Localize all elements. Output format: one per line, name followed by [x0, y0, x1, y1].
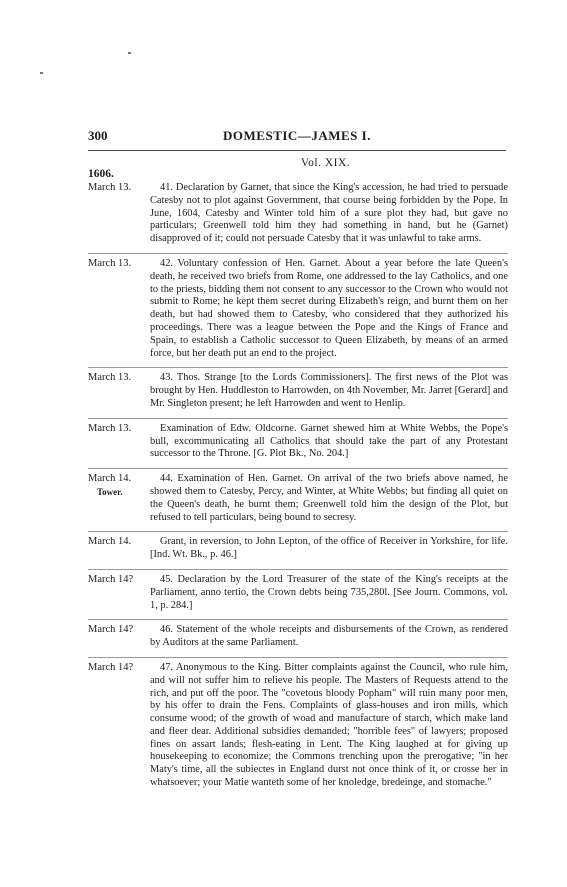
entry-place: Tower.	[97, 486, 123, 497]
calendar-entry	[88, 619, 508, 650]
calendar-entry	[88, 253, 508, 360]
entry-date: March 13.	[88, 422, 132, 434]
entry-date: March 13.	[88, 257, 132, 269]
page-number: 300	[88, 128, 108, 143]
calendar-entry	[88, 531, 508, 562]
entry-date: March 14?	[88, 624, 134, 636]
scan-speck	[128, 52, 131, 54]
entry-text: 45. Declaration by the Lord Treasurer of the state of the King's receipts at the Parliament, anno tertio, the Crown debts being 735,280l. [See Journ. Commons, vol. 1, p. 284.]	[150, 573, 508, 611]
calendar-entry	[88, 367, 508, 410]
entry-date: March 14.	[88, 536, 132, 548]
calendar-entries	[88, 182, 508, 797]
scan-speck	[40, 72, 43, 74]
calendar-entry	[88, 657, 508, 790]
entry-text: 42. Voluntary confession of Hen. Garnet. About a year before the late Queen's death, he received two briefs from Rome, one addressed to the lay Catholics, and one to the priests, bidding them not consent to any successor to the Crown who would not submit to Rome; he kept them secret during Elizabeth's reign, and burnt them on her death, but had showed them to Catesby, who considered that they authorized his proceedings. There was a league between the Pope and the Kings of France and Spain, to establish a Catholic successor to Queen Elizabeth, by means of an armed force, but her death put an end to the project.	[150, 257, 508, 359]
entry-text: Grant, in reversion, to John Lepton, of the office of Receiver in Yorkshire, for life. [Ind. Wt. Bk., p. 46.]	[150, 536, 508, 561]
volume-label: Vol. XIX.	[300, 157, 351, 169]
running-title: DOMESTIC—JAMES I.	[223, 128, 371, 143]
entry-text: 47. Anonymous to the King. Bitter complaints against the Council, who rule him, and will not suffer him to relieve his people. The Masters of Requests attend to the rich, and put off the poor. The "covetous bloody Popham" will ruin many poor men, by his offer to drain the Fens. Complaints of glass-houses and iron mills, which consume wood; of the growth of woad and manufacture of starch, which make land and fleer dear. Additional subsidies demanded; "horrible fees" of lawyers; proposed fines on assart lands; flesh-eating in Lent. The King laughed at for giving up housekeeping to economize; the Commons trenching upon the prerogative; "in her Maty's time, all the subiectes in England durst not once think of it, or crosse her in whatsoever; your Matie wanteth some of her knoledge, bredeinge, and stomache."	[150, 661, 508, 789]
entry-text: 46. Statement of the whole receipts and disbursements of the Crown, as rendered by Auditors at the same Parliament.	[150, 624, 508, 649]
entry-text: 41. Declaration by Garnet, that since the King's accession, he had tried to persuade Catesby not to plot against Government, that course being forbidden by the Pope. In June, 1604, Catesby and Winter told him of a sure plot they had, but gave no particulars; Greenwell told him they had something in hand, but he (Garnet) disapproved of it; could not persuade Catesby that it was unlawful to take arms.	[150, 182, 508, 245]
entry-date: March 14?	[88, 661, 134, 673]
entry-date: March 13.	[88, 182, 132, 193]
entry-date: March 13.	[88, 372, 132, 384]
calendar-entry	[88, 468, 508, 524]
entry-text: 43. Thos. Strange [to the Lords Commissioners]. The first news of the Plot was brought by Hen. Huddleston to Harrowden, on 4th November, Mr. Jarret [Gerard] and Mr. Singleton present; he left Harrowden and went to Henlip.	[150, 372, 508, 409]
page-header	[88, 126, 506, 151]
calendar-entry	[88, 182, 508, 246]
entry-date: March 14?	[88, 573, 134, 585]
entry-text: 44. Examination of Hen. Garnet. On arrival of the two briefs above named, he showed them to Catesby, Percy, and Winter, at White Webbs; but finding all quiet on the Queen's death, he burnt them; Greenwell told him the design of the Plot, but refused to tell particulars, being bound to secresy.	[150, 473, 508, 523]
calendar-entry	[88, 569, 508, 612]
calendar-entry	[88, 418, 508, 461]
entry-text: Examination of Edw. Oldcorne. Garnet shewed him at White Webbs, the Pope's bull, excommunicating all Catholics that should take the part of any Protestant successor to the Throne. [G. Plot Bk., No. 204.]	[150, 422, 508, 460]
volume-heading	[0, 157, 567, 169]
year-label: 1606.	[88, 168, 114, 180]
entry-date: March 14. Tower.	[88, 473, 150, 499]
